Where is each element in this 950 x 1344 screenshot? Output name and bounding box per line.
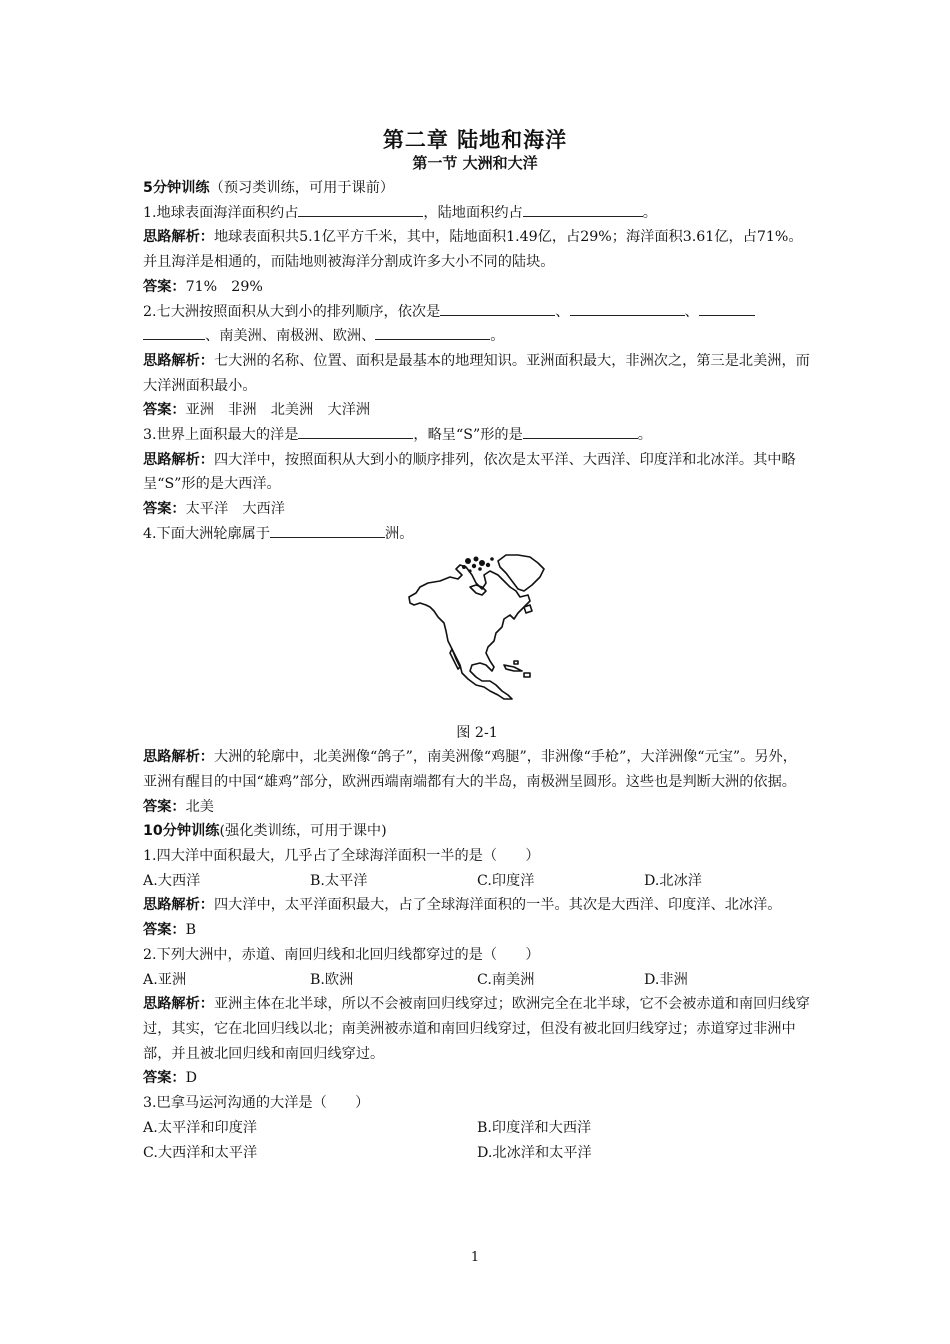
answer-blank[interactable] bbox=[143, 324, 205, 340]
analysis-label: 思路解析： bbox=[143, 451, 214, 468]
cuba-outline bbox=[504, 665, 522, 671]
p2-q2-question: 2.下列大洲中，赤道、南回归线和北回归线都穿过的是（ ） bbox=[143, 946, 540, 963]
answer-blank[interactable] bbox=[523, 423, 638, 439]
p1-q4-text-a: 4.下面大洲轮廓属于 bbox=[143, 525, 271, 542]
hispaniola-outline bbox=[524, 673, 530, 677]
arctic-islands bbox=[462, 556, 494, 572]
north-america-outline-figure bbox=[143, 553, 811, 721]
p2-q2-answer bbox=[143, 1066, 811, 1091]
p1-q2-question bbox=[143, 300, 811, 349]
p1-q1-text-b: ，陆地面积约占 bbox=[423, 204, 523, 221]
analysis-label: 思路解析： bbox=[143, 749, 214, 766]
option-c[interactable]: C.印度洋 bbox=[477, 872, 535, 889]
answer-label: 答案： bbox=[143, 1070, 186, 1087]
option-d[interactable]: D.北冰洋 bbox=[644, 872, 702, 889]
p2-q1-question: 1.四大洋中面积最大，几乎占了全球海洋面积一半的是（ ） bbox=[143, 848, 540, 865]
p1-q3-text-b: ，略呈“S”形的是 bbox=[413, 427, 523, 444]
p1-q3-text-a: 3.世界上面积最大的洋是 bbox=[143, 427, 299, 444]
p1-q1-question bbox=[143, 201, 811, 226]
p1-q2-text-b: 、南美洲、南极洲、欧洲、 bbox=[205, 328, 376, 345]
analysis-text: 七大洲的名称、位置、面积是最基本的地理知识。亚洲面积最大，非洲次之，第三是北美洲，而大洋洲面积最小。 bbox=[143, 352, 810, 394]
answer-label: 答案： bbox=[143, 922, 186, 939]
option-d[interactable]: D.非洲 bbox=[644, 971, 688, 988]
baja-california-outline bbox=[450, 649, 460, 669]
analysis-text: 大洲的轮廓中，北美洲像“鸽子”，南美洲像“鸡腿”，非洲像“手枪”，大洋洲像“元宝”。另外，亚洲有醒目的中国“雄鸡”部分，欧洲西端南端都有大的半岛，南极洲呈圆形。这些也是判断大洲的依据。 bbox=[143, 749, 797, 790]
option-b[interactable]: B.太平洋 bbox=[310, 872, 368, 889]
p1-q2-text-a: 2.七大洲按照面积从大到小的排列顺序，依次是 bbox=[143, 303, 441, 320]
option-c[interactable]: C.大西洋和太平洋 bbox=[143, 1144, 258, 1161]
answer-label: 答案： bbox=[143, 278, 186, 295]
option-a[interactable]: A.大西洋 bbox=[143, 872, 201, 889]
p1-q1-text-a: 1.地球表面海洋面积约占 bbox=[143, 204, 299, 221]
option-a[interactable]: A.太平洋和印度洋 bbox=[143, 1119, 258, 1136]
p2-q3-options-row2 bbox=[143, 1141, 811, 1166]
part1-heading-note: （预习类训练，可用于课前） bbox=[209, 180, 395, 196]
option-a[interactable]: A.亚洲 bbox=[143, 971, 187, 988]
answer-blank[interactable] bbox=[375, 324, 490, 340]
p1-q2-answer bbox=[143, 398, 811, 423]
part2-heading-label: 10分钟训练 bbox=[143, 823, 220, 840]
newfoundland-outline bbox=[524, 605, 532, 613]
bahamas-outline bbox=[514, 661, 518, 664]
part2-heading-note: (强化类训练，可用于课中) bbox=[219, 823, 387, 840]
p1-q4-analysis bbox=[143, 745, 811, 794]
chapter-title: 第二章 陆地和海洋 bbox=[382, 128, 568, 152]
analysis-label: 思路解析： bbox=[143, 229, 214, 246]
answer-blank[interactable] bbox=[298, 201, 423, 217]
p2-q1-options bbox=[143, 869, 811, 894]
figure-caption: 图 2-1 bbox=[456, 724, 498, 741]
option-b[interactable]: B.欧洲 bbox=[310, 971, 354, 988]
answer-blank[interactable] bbox=[298, 423, 413, 439]
p1-q3-analysis bbox=[143, 448, 811, 497]
p1-q4-question bbox=[143, 522, 811, 547]
p1-q1-answer bbox=[143, 275, 811, 300]
part1-heading-label: 5分钟训练 bbox=[143, 180, 210, 196]
answer-text: 亚洲 非洲 北美洲 大洋洲 bbox=[185, 402, 371, 419]
analysis-text: 四大洋中，太平洋面积最大，占了全球海洋面积的一半。其次是大西洋、印度洋、北冰洋。 bbox=[213, 897, 782, 914]
p2-q1-analysis bbox=[143, 893, 811, 918]
mainland-outline bbox=[409, 565, 530, 699]
answer-blank[interactable] bbox=[570, 300, 685, 316]
page-number: 1 bbox=[470, 1250, 480, 1265]
separator: 、 bbox=[684, 303, 699, 320]
analysis-text: 地球表面积共5.1亿平方千米，其中，陆地面积1.49亿，占29%；海洋面积3.61亿，占71%。并且海洋是相通的，而陆地则被海洋分割成许多大小不同的陆块。 bbox=[143, 229, 803, 271]
analysis-label: 思路解析： bbox=[143, 897, 214, 914]
answer-text: 71% 29% bbox=[185, 278, 263, 295]
p1-q1-text-c: 。 bbox=[642, 204, 657, 221]
p1-q3-answer bbox=[143, 497, 811, 522]
answer-label: 答案： bbox=[143, 402, 186, 419]
p2-q2-analysis bbox=[143, 992, 811, 1066]
section-title: 第一节 大洲和大洋 bbox=[412, 154, 538, 172]
part1-heading bbox=[143, 176, 811, 201]
p2-q1-answer bbox=[143, 918, 811, 943]
answer-label: 答案： bbox=[143, 501, 186, 518]
content-body bbox=[143, 176, 811, 1165]
analysis-text: 四大洋中，按照面积从大到小的顺序排列，依次是太平洋、大西洋、印度洋和北冰洋。其中略呈“S”形的是大西洋。 bbox=[143, 451, 796, 493]
answer-blank[interactable] bbox=[270, 522, 385, 538]
p1-q2-text-c: 。 bbox=[490, 328, 505, 345]
option-b[interactable]: B.印度洋和大西洋 bbox=[477, 1119, 592, 1136]
greenland-outline bbox=[498, 555, 544, 591]
analysis-text: 亚洲主体在北半球，所以不会被南回归线穿过；欧洲完全在北半球，它不会被赤道和南回归线穿过，其实，它在北回归线以北；南美洲被赤道和南回归线穿过，但没有被北回归线穿过；赤道穿过非洲中部，并且被北回归线和南回归线穿过。 bbox=[143, 996, 810, 1062]
p2-q3-options-row1 bbox=[143, 1116, 811, 1141]
p2-q2-options bbox=[143, 968, 811, 993]
analysis-label: 思路解析： bbox=[143, 352, 214, 369]
answer-text: D bbox=[185, 1070, 197, 1087]
p1-q4-text-b: 洲。 bbox=[385, 525, 414, 542]
option-d[interactable]: D.北冰洋和太平洋 bbox=[477, 1144, 592, 1161]
answer-blank[interactable] bbox=[440, 300, 555, 316]
p1-q1-analysis bbox=[143, 225, 811, 274]
analysis-label: 思路解析： bbox=[143, 996, 214, 1013]
answer-blank[interactable] bbox=[699, 300, 755, 316]
answer-blank[interactable] bbox=[523, 201, 643, 217]
answer-text: 北美 bbox=[185, 798, 214, 815]
separator: 、 bbox=[555, 303, 570, 320]
option-c[interactable]: C.南美洲 bbox=[477, 971, 535, 988]
p1-q4-answer bbox=[143, 795, 811, 820]
north-america-outline-image bbox=[406, 553, 556, 703]
answer-text: 太平洋 大西洋 bbox=[185, 501, 285, 518]
answer-label: 答案： bbox=[143, 798, 186, 815]
answer-text: B bbox=[185, 922, 197, 939]
p2-q3-question: 3.巴拿马运河沟通的大洋是（ ） bbox=[143, 1095, 370, 1112]
p1-q3-text-c: 。 bbox=[637, 427, 652, 444]
p1-q2-analysis bbox=[143, 349, 811, 398]
part2-heading bbox=[143, 819, 811, 844]
p1-q3-question bbox=[143, 423, 811, 448]
